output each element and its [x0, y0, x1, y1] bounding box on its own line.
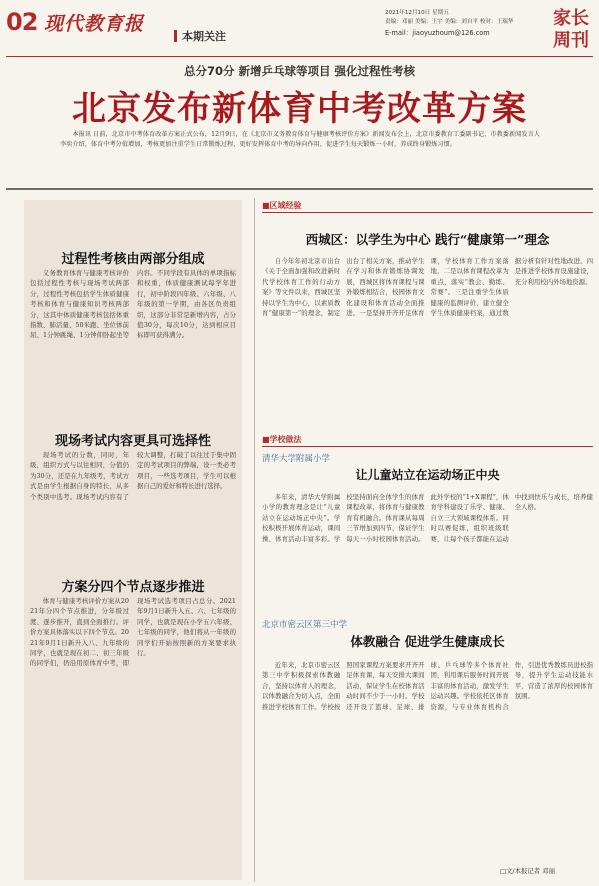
section-tag-label: 本期关注: [182, 30, 226, 43]
left-paragraph-2: [30, 450, 236, 566]
masthead: [0, 0, 599, 58]
newspaper-logo: 现代教育报: [44, 13, 145, 35]
school-name-tsinghua: 清华大学附属小学: [262, 454, 331, 464]
lead-divider: [6, 188, 593, 190]
region-label: ■区域经验: [262, 201, 302, 210]
school-name-miyun: 北京市密云区第三中学: [262, 620, 348, 630]
date-line: 2021年12月10日 星期五: [385, 10, 449, 16]
region-title: 西城区：以学生为中心 践行“健康第一”理念: [305, 232, 550, 247]
school-practice-label: ■学校做法: [262, 435, 302, 444]
school-title-tsinghua: 让儿童站立在运动场正中央: [355, 468, 500, 482]
headline-title: 北京发布新体育中考改革方案: [72, 89, 527, 129]
byline: □文/本报记者 邓丽: [500, 867, 555, 875]
school-body-tsinghua-text: 多年来，清华大学附属小学的教育理念是让“儿童站立在运动场正中央”。学校积极开展体育运动，课间操、体育活动丰富多彩。学校坚持面向全体学生的体育课程改革，将体育与健康教育有机融合。体育课从每周三节增加到四节，保证学生每天一小时校园体育活动。此外学校的“1+X课程”，体育学科建设了乐学、健康、自立三大领域课程体系。同时以赛促练，组织班级联赛，让每个孩子都能在运动中找到快乐与成长，培养健全人格。: [262, 493, 593, 543]
school-body-miyun-text: 近年来，北京市密云区第三中学积极探索体教融合，坚持以体育人的理念，以体教融合为切入点，全面推进学校体育工作。学校按照国家课程方案要求开齐开足体育课，每天安排大课间活动，保证学生在校体育活动时间不少于一小时。学校还开设了篮球、足球、排球、乒乓球等多个体育社团，利用课后服务时间开展丰富的体育活动，激发学生运动兴趣。学校依托区体育资源，与专业体育机构合作，引进优秀教练员进校指导，提升学生运动技能水平，营造了浓厚的校园体育氛围。: [262, 661, 593, 711]
left-heading-1: 过程性考核由两部分组成: [61, 252, 205, 267]
school-body-miyun: [262, 660, 593, 864]
page-number: 02: [6, 8, 38, 36]
school-title-miyun: 体教融合 促进学生健康成长: [350, 634, 505, 649]
lead-text: 本报讯 日前，北京市中考体育改革方案正式公布，12月9日，在《北京市义务教育体育与健康考核评价方案》新闻发布会上，北京市委教育工委副书记、市教委新闻发言人李奕介绍，体育中考分值增加，考核更加注重学生日常锻炼过程，更好发挥体育中考的导向作用，促进学生每天锻炼一小时，养成终身锻炼习惯。: [60, 131, 540, 149]
left-paragraph-3: [30, 596, 236, 874]
email-line: E-mail：jiaoyuzhoum@126.com: [385, 29, 490, 37]
left-heading-3: 方案分四个节点逐步推进: [61, 580, 205, 595]
region-body-text: 自今年年初北京市出台《关于全面加强和改进新时代学校体育工作的行动方案》等文件以来，西城区坚持以学生为中心，以素质教育“健康第一”的理念，制定出台了相关方案，推动学生在学习和体育锻炼协调发展，西城区将体育课程与课外锻炼相结合，校园体育文化建设和体育活动全面推进。一是坚持开齐开足体育课，学校体育工作方案落地，二是以体育课程改革为重点，落实“教会、勤练、常赛”。三是注重学生体质健康的监测评价，建立健全学生体质健康档案，通过数据分析有针对性地改进。四是推进学校体育设施建设，充分利用校内外场地资源。: [262, 257, 593, 318]
left-paragraph-3-text: 体育与健康考核评价方案从2021年分四个节点推进，分年级过渡、逐步推开，直到全面推行。评价方案具体落实以下四个节点。2021年9月1日新升入八、九年级的同学，也就是现在初二、初三年级的同学们，仍沿用原体育中考，即现场考试选考项目占总分。2021年9月1日新升入五、六、七年级的同学，也就是现在小学五六年级、七年级的同学，他们将从一年级的同学们开始按照新的方案要求执行。: [30, 597, 236, 668]
region-rule: [262, 212, 593, 213]
left-heading-2: 现场考试内容更具可选择性: [54, 434, 211, 449]
section-tag-bar: [174, 30, 177, 42]
left-paragraph-1-text: 义务教育体育与健康考核评价包括过程性考核与现场考试两部分，过程性考核包括学生体质健康考核和体育与健康知识考核两部分，这其中体质健康考核包括体重指数、肺活量、50米跑、坐位体前屈、1分钟跳绳、1分钟仰卧起坐等内容。不同学段有具体的单项指标和权重，体质健康测试每学年进行，初中阶段四年级、六年级、八年级的第一学期，由各区负责组织，这部分非常是新增内容，占分值30分，每次10分，达到相应目标即可获得满分。: [30, 269, 236, 340]
school-body-tsinghua: [262, 492, 593, 614]
column-name: 家长周刊: [553, 8, 589, 51]
region-body: [262, 256, 593, 424]
editor-line: 责编：邓丽 美编：王宇 美编：刘自平 校对：王瑞华: [385, 19, 514, 25]
masthead-rule: [6, 56, 593, 57]
lead-paragraph: [60, 130, 540, 182]
school-practice-rule: [262, 446, 593, 447]
left-paragraph-2-text: 现场考试的分数，同时，年级，组织方式与以往相同，分值仍为30分，还是在九年级考，考试方式是由学生根据自身的特长，从多个类别中选考。现场考试内容有了较大调整，打破了以往过于集中固定的考试项目的弊端，设一类必考项目，一些选考项目，学生可以根据自己的爱好和特长进行选择。: [30, 451, 236, 501]
headline-kicker: 总分70分 新增乒乓球等项目 强化过程性考核: [183, 64, 415, 78]
column-divider: [254, 198, 255, 882]
left-paragraph-1: [30, 268, 236, 436]
